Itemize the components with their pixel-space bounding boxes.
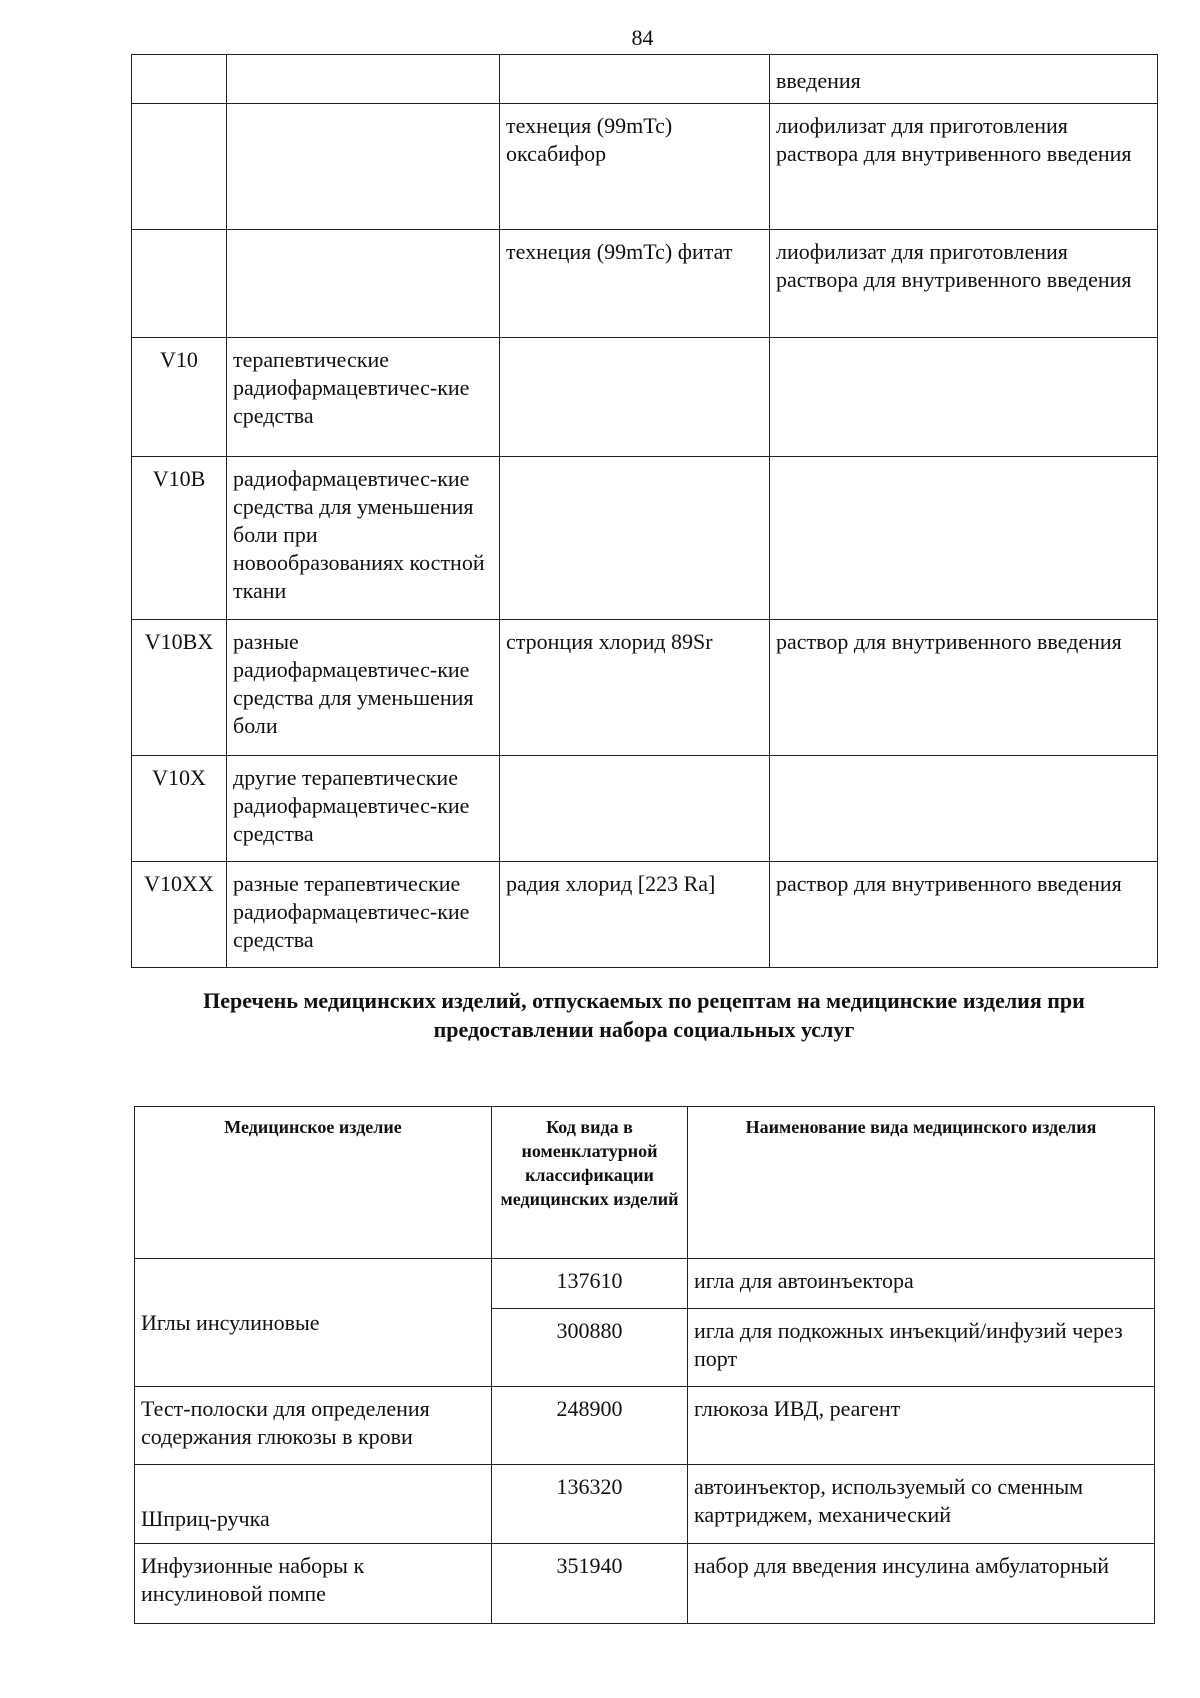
substance-name: технеция (99mTc) фитат bbox=[500, 230, 770, 338]
device-name: Тест-полоски для определения содержания глюкозы в крови bbox=[135, 1387, 492, 1465]
device-type-name: глюкоза ИВД, реагент bbox=[688, 1387, 1155, 1465]
table-row bbox=[135, 1387, 1155, 1465]
table-row bbox=[132, 230, 1158, 338]
classification-code: 300880 bbox=[492, 1309, 688, 1387]
atc-code: V10B bbox=[132, 457, 227, 620]
atc-code bbox=[132, 104, 227, 230]
medical-devices-table bbox=[134, 1106, 1155, 1624]
atc-code: V10BX bbox=[132, 620, 227, 756]
dosage-form: лиофилизат для приготовления раствора для внутривенного введения bbox=[770, 230, 1158, 338]
header-classification-code: Код вида в номенклатурной классификации медицинских изделий bbox=[492, 1107, 688, 1259]
table-row bbox=[135, 1544, 1155, 1624]
substance-name: стронция хлорид 89Sr bbox=[500, 620, 770, 756]
dosage-form: раствор для внутривенного введения bbox=[770, 620, 1158, 756]
device-type-name: набор для введения инсулина амбулаторный bbox=[688, 1544, 1155, 1624]
table-row bbox=[135, 1259, 1155, 1309]
dosage-form bbox=[770, 756, 1158, 862]
header-device-type-name: Наименование вида медицинского изделия bbox=[688, 1107, 1155, 1259]
classification-code: 137610 bbox=[492, 1259, 688, 1309]
atc-code: V10XX bbox=[132, 862, 227, 968]
group-name bbox=[227, 55, 500, 104]
table-row bbox=[132, 862, 1158, 968]
atc-code bbox=[132, 55, 227, 104]
dosage-form bbox=[770, 338, 1158, 457]
drug-table bbox=[131, 54, 1158, 968]
section-heading: Перечень медицинских изделий, отпускаемых по рецептам на медицинские изделия при предоставлении набора социальных услуг bbox=[203, 988, 1085, 1042]
table-row bbox=[132, 756, 1158, 862]
group-name: радиофармацевтичес-кие средства для уменьшения боли при новообразованиях костной ткани bbox=[227, 457, 500, 620]
table-row bbox=[132, 55, 1158, 104]
group-name: терапевтические радиофармацевтичес-кие средства bbox=[227, 338, 500, 457]
substance-name bbox=[500, 55, 770, 104]
table-header-row bbox=[135, 1107, 1155, 1259]
group-name: разные радиофармацевтичес-кие средства для уменьшения боли bbox=[227, 620, 500, 756]
classification-code: 136320 bbox=[492, 1465, 688, 1544]
atc-code bbox=[132, 230, 227, 338]
group-name: другие терапевтические радиофармацевтичес-кие средства bbox=[227, 756, 500, 862]
table-row bbox=[132, 457, 1158, 620]
atc-code: V10 bbox=[132, 338, 227, 457]
group-name bbox=[227, 230, 500, 338]
device-type-name: игла для подкожных инъекций/инфузий через порт bbox=[688, 1309, 1155, 1387]
classification-code: 248900 bbox=[492, 1387, 688, 1465]
device-type-name: автоинъектор, используемый со сменным картриджем, механический bbox=[688, 1465, 1155, 1544]
classification-code: 351940 bbox=[492, 1544, 688, 1624]
dosage-form: раствор для внутривенного введения bbox=[770, 862, 1158, 968]
device-name: Шприц-ручка bbox=[135, 1465, 492, 1544]
table-row bbox=[132, 620, 1158, 756]
substance-name bbox=[500, 756, 770, 862]
group-name bbox=[227, 104, 500, 230]
device-name: Инфузионные наборы к инсулиновой помпе bbox=[135, 1544, 492, 1624]
group-name: разные терапевтические радиофармацевтичес-кие средства bbox=[227, 862, 500, 968]
table-row bbox=[132, 104, 1158, 230]
substance-name bbox=[500, 457, 770, 620]
device-type-name: игла для автоинъектора bbox=[688, 1259, 1155, 1309]
device-name: Иглы инсулиновые bbox=[135, 1259, 492, 1387]
header-medical-device: Медицинское изделие bbox=[135, 1107, 492, 1259]
atc-code: V10X bbox=[132, 756, 227, 862]
table-row bbox=[135, 1465, 1155, 1544]
table-row bbox=[132, 338, 1158, 457]
page-number: 84 bbox=[631, 25, 654, 50]
substance-name: технеция (99mTc) оксабифор bbox=[500, 104, 770, 230]
dosage-form: лиофилизат для приготовления раствора для внутривенного введения bbox=[770, 104, 1158, 230]
substance-name bbox=[500, 338, 770, 457]
dosage-form bbox=[770, 457, 1158, 620]
dosage-form: введения bbox=[770, 55, 1158, 104]
substance-name: радия хлорид [223 Ra] bbox=[500, 862, 770, 968]
